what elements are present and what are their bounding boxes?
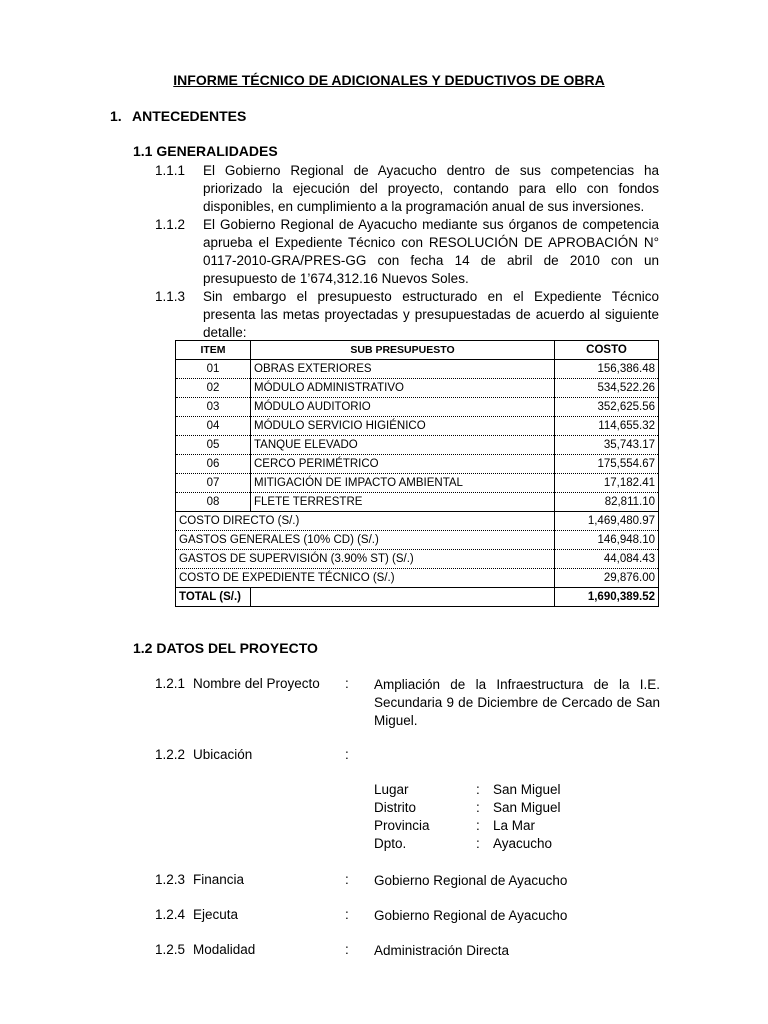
location-label: Distrito	[374, 800, 417, 815]
field-value: Administración Directa	[374, 943, 510, 958]
field-colon: :	[345, 872, 349, 887]
field-value: Gobierno Regional de Ayacucho	[374, 908, 568, 923]
field-colon: :	[345, 747, 349, 762]
header-costo: COSTO	[555, 341, 659, 360]
table-row	[176, 493, 659, 512]
item-description: CERCO PERIMÉTRICO	[251, 455, 555, 474]
field-value: Ampliación de la Infraestructura de la I.E. Secundaria 9 de Diciembre de Cercado de San Miguel.	[374, 677, 660, 728]
location-value: San Miguel	[493, 782, 561, 797]
location-label: Lugar	[374, 782, 409, 797]
summary-label: COSTO DE EXPEDIENTE TÉCNICO (S/.)	[176, 569, 555, 588]
table-row	[176, 417, 659, 436]
paragraph-text: Sin embargo el presupuesto estructurado en el Expediente Técnico presenta las metas proyectadas y presupuestadas de acuerdo al siguiente detalle:	[203, 289, 659, 340]
field-label: Ubicación	[193, 747, 253, 762]
table-row	[176, 474, 659, 493]
summary-label: GASTOS DE SUPERVISIÓN (3.90% ST) (S/.)	[176, 550, 555, 569]
field-label: Ejecuta	[193, 907, 239, 922]
summary-cost: 146,948.10	[555, 531, 659, 550]
field-colon: :	[345, 676, 349, 691]
subsection-heading-datos-proyecto: 1.2 DATOS DEL PROYECTO	[133, 640, 318, 656]
field-number: 1.2.3	[155, 872, 186, 887]
location-label: Provincia	[374, 818, 430, 833]
summary-cost: 1,469,480.97	[555, 512, 659, 531]
paragraph-1-1-3	[155, 288, 659, 342]
section-number: 1.	[110, 108, 122, 124]
item-cost: 534,522.26	[555, 379, 659, 398]
total-cost: 1,690,389.52	[555, 588, 659, 607]
location-value: La Mar	[493, 818, 536, 833]
summary-row-gastos-generales	[176, 531, 659, 550]
summary-cost: 29,876.00	[555, 569, 659, 588]
table-header-row	[176, 341, 659, 360]
summary-row-expediente	[176, 569, 659, 588]
item-cost: 175,554.67	[555, 455, 659, 474]
field-label: Financia	[193, 872, 245, 887]
item-description: MÓDULO AUDITORIO	[251, 398, 555, 417]
location-value: San Miguel	[493, 800, 561, 815]
table-row	[176, 398, 659, 417]
item-cost: 17,182.41	[555, 474, 659, 493]
paragraph-number: 1.1.3	[155, 289, 186, 304]
item-number: 01	[176, 360, 251, 379]
item-description: FLETE TERRESTRE	[251, 493, 555, 512]
item-description: OBRAS EXTERIORES	[251, 360, 555, 379]
location-label: Dpto.	[374, 836, 407, 851]
item-number: 05	[176, 436, 251, 455]
location-colon: :	[476, 818, 480, 833]
paragraph-text: El Gobierno Regional de Ayacucho dentro de sus competencias ha priorizado la ejecución del proyecto, contando para ello con fondos disponibles, en cumplimiento a la programación anual de sus inversiones.	[203, 163, 659, 214]
field-label: Nombre del Proyecto	[193, 676, 320, 691]
summary-label: GASTOS GENERALES (10% CD) (S/.)	[176, 531, 555, 550]
item-cost: 114,655.32	[555, 417, 659, 436]
table-row	[176, 436, 659, 455]
total-row	[176, 588, 659, 607]
item-description: TANQUE ELEVADO	[251, 436, 555, 455]
table-row	[176, 379, 659, 398]
item-description: MITIGACIÓN DE IMPACTO AMBIENTAL	[251, 474, 555, 493]
section-title: ANTECEDENTES	[132, 108, 247, 124]
header-sub-presupuesto: SUB PRESUPUESTO	[251, 341, 555, 360]
field-colon: :	[345, 942, 349, 957]
total-label: TOTAL (S/.)	[176, 588, 251, 607]
field-label: Modalidad	[193, 942, 256, 957]
item-cost: 352,625.56	[555, 398, 659, 417]
field-number: 1.2.5	[155, 942, 186, 957]
summary-row-supervision	[176, 550, 659, 569]
paragraph-number: 1.1.1	[155, 163, 186, 178]
paragraph-1-1-1	[155, 162, 659, 216]
item-number: 04	[176, 417, 251, 436]
total-blank	[251, 588, 555, 607]
field-value: Gobierno Regional de Ayacucho	[374, 873, 568, 888]
budget-table	[175, 340, 659, 607]
item-number: 08	[176, 493, 251, 512]
field-number: 1.2.4	[155, 907, 186, 922]
item-number: 02	[176, 379, 251, 398]
paragraph-number: 1.1.2	[155, 217, 186, 232]
item-number: 06	[176, 455, 251, 474]
field-colon: :	[345, 907, 349, 922]
section-heading-antecedentes	[110, 108, 246, 124]
item-number: 07	[176, 474, 251, 493]
location-colon: :	[476, 782, 480, 797]
summary-row-costo-directo	[176, 512, 659, 531]
location-value: Ayacucho	[493, 836, 553, 851]
location-colon: :	[476, 800, 480, 815]
summary-label: COSTO DIRECTO (S/.)	[176, 512, 555, 531]
item-description: MÓDULO ADMINISTRATIVO	[251, 379, 555, 398]
item-cost: 82,811.10	[555, 493, 659, 512]
header-item: ITEM	[176, 341, 251, 360]
item-number: 03	[176, 398, 251, 417]
summary-cost: 44,084.43	[555, 550, 659, 569]
paragraph-1-1-2	[155, 216, 659, 288]
field-number: 1.2.2	[155, 747, 186, 762]
item-cost: 35,743.17	[555, 436, 659, 455]
item-cost: 156,386.48	[555, 360, 659, 379]
paragraph-text: El Gobierno Regional de Ayacucho mediante sus órganos de competencia aprueba el Expediente Técnico con RESOLUCIÓN DE APROBACIÓN N° 0117-2010-GRA/PRES-GG con fecha 14 de abril de 2010 con un presupuesto de 1’674,312.16 Nuevos Soles.	[203, 217, 659, 286]
item-description: MÓDULO SERVICIO HIGIÉNICO	[251, 417, 555, 436]
field-number: 1.2.1	[155, 676, 186, 691]
table-row	[176, 360, 659, 379]
location-colon: :	[476, 836, 480, 851]
table-row	[176, 455, 659, 474]
subsection-heading-generalidades: 1.1 GENERALIDADES	[133, 143, 278, 159]
document-title: INFORME TÉCNICO DE ADICIONALES Y DEDUCTIVOS DE OBRA	[173, 72, 605, 88]
